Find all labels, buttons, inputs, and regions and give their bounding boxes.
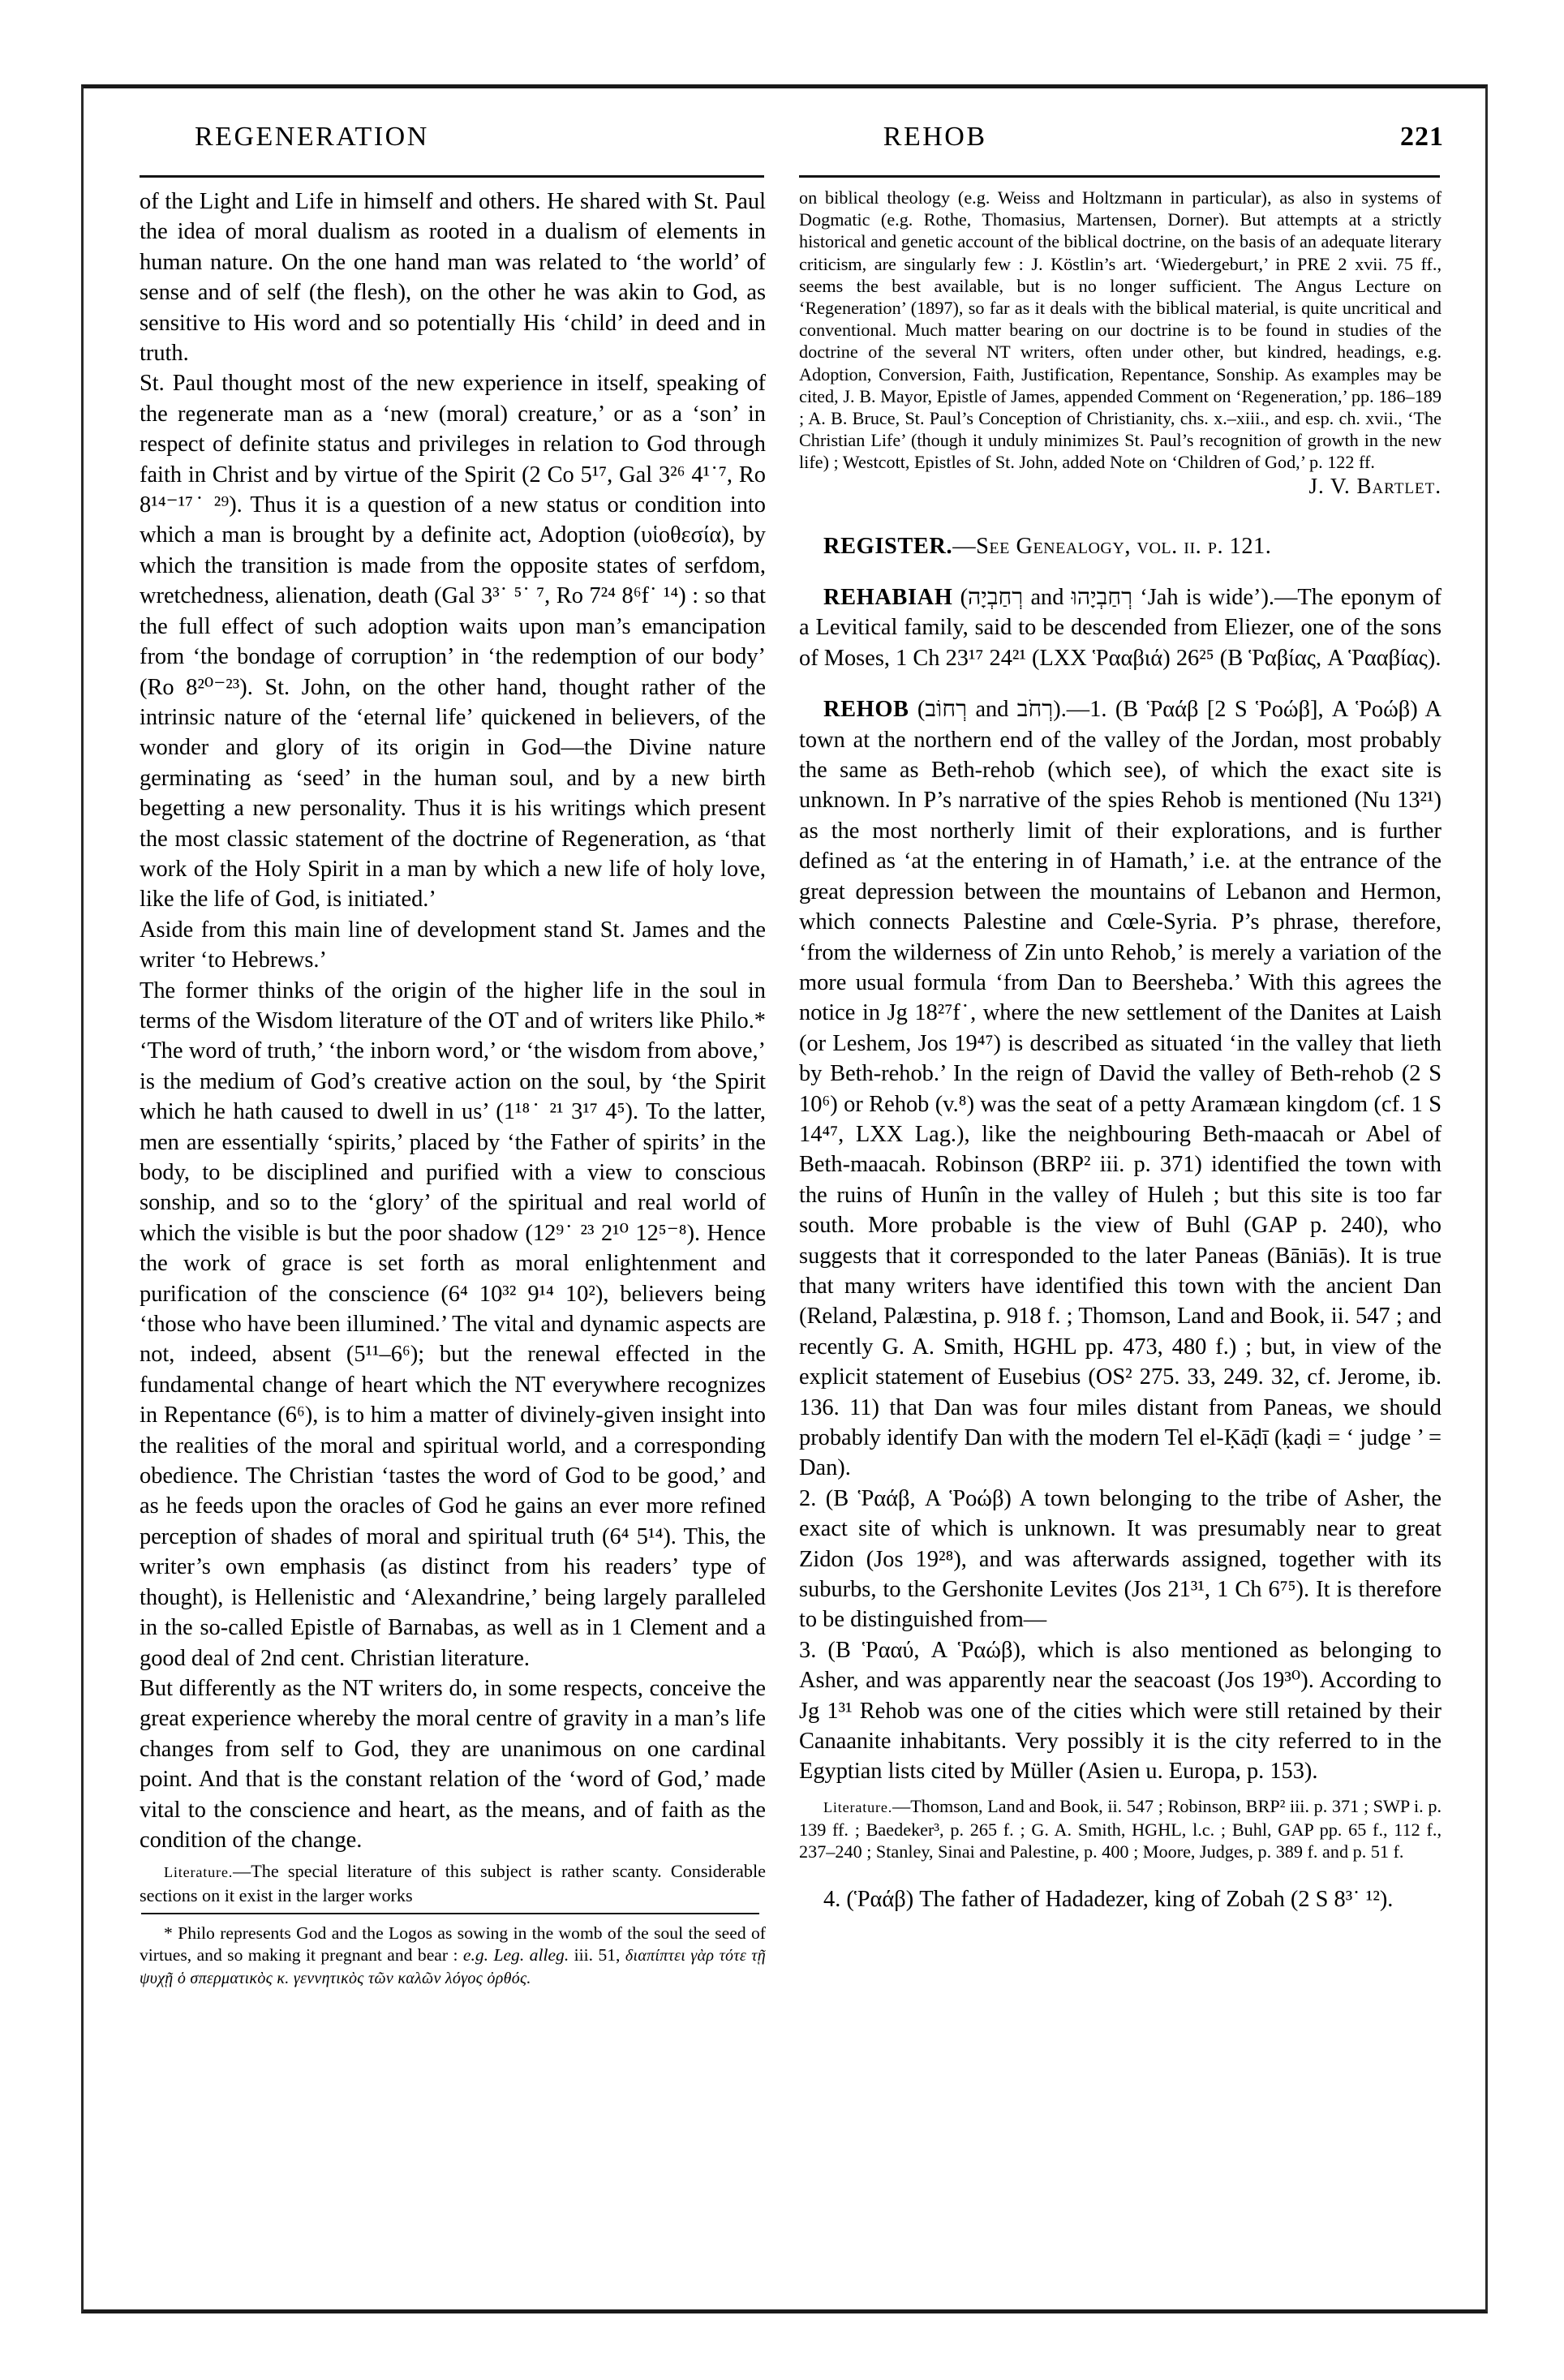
footnote-citation-ref: iii. 51, <box>569 1944 625 1965</box>
column-rule-left <box>140 175 764 178</box>
footnote-greek-quote: διαπίπτει γὰρ τότε τῇ ψυχῇ ὁ σπερματικὸς κ. γεννητικὸς τῶν καλῶν λόγος ὀρθός. <box>140 1946 766 1987</box>
footnote-citation-title: e.g. Leg. alleg. <box>462 1944 569 1965</box>
entry-headword: REHOB <box>823 697 909 723</box>
paragraph: But differently as the NT writers do, in some respects, conceive the great experience whereby the moral centre of gravity in a man’s life changes from self to God, they are unanimous on one cardinal point. And that is the constant relation of the ‘word of God,’ made vital to the conscience and heart, as the means, and of faith as the condition of the change. <box>140 1675 766 1853</box>
entry-headword: REGISTER. <box>823 533 953 559</box>
footnote-marker: * <box>164 1922 173 1943</box>
right-column <box>799 187 1442 1914</box>
footnote-text: Philo represents God and the Logos as sowing in the womb of the soul the seed of virtues, and so making it pregnant and bear : <box>140 1922 766 1965</box>
entry-rehabiah <box>799 582 1442 673</box>
literature-continuation: on biblical theology (e.g. Weiss and Holtzmann in particular), as also in systems of Dogmatic (e.g. Rothe, Thomasius, Martensen, Dorner). But attempts at a strictly historical and genetic account of the biblical doctrine, on the basis of an adequate literary criticism, are singularly few : J. Köstlin’s art. ‘Wiedergeburt,’ in PRE 2 xvii. 75 ff., seems the best available, but is no longer sufficient. The Angus Lecture on ‘Regeneration’ (1897), so far as it deals with the biblical material, is quite uncritical and conventional. Much matter bearing on our doctrine is to be found in studies of the doctrine of the several NT writers, often under other, but kindred, headings, e.g. Adoption, Conversion, Faith, Justification, Repentance, Sonship. As examples may be cited, J. B. Mayor, Epistle of James, appended Comment on ‘Regeneration,’ pp. 186–189 ; A. B. Bruce, St. Paul’s Conception of Christianity, chs. x.–xiii., and esp. ch. xvii., ‘The Christian Life’ (though it unduly minimizes St. Paul’s recognition of growth in the new life) ; Westcott, Epistles of St. John, added Note on ‘Children of God,’ p. 122 ff. <box>799 187 1442 473</box>
literature-block <box>140 1860 766 1905</box>
author-signature: J. V. Bartlet. <box>1308 473 1442 498</box>
entry-rehob-item-4: 4. (Ῥαάβ) The father of Hadadezer, king of Zobah (2 S 8³˙ ¹²). <box>823 1886 1394 1912</box>
page-number: 221 <box>1400 122 1444 152</box>
entry-register <box>799 531 1442 561</box>
paragraph: St. Paul thought most of the new experience in itself, speaking of the regenerate man as a ‘new (moral) creature,’ or as a ‘son’ in respect of definite status and privileges in relation to God through faith in Christ and by virtue of the Spirit (2 Co 5¹⁷, Gal 3²⁶ 4¹˙⁷, Ro 8¹⁴⁻¹⁷˙ ²⁹). Thus it is a question of a new status or condition into which a man is brought by a definite act, Adoption (υἱοθεσία), by which the transition is made from the opposite states of serfdom, wretchedness, alienation, death (Gal 3³˙ ⁵˙ ⁷, Ro 7²⁴ 8⁶f˙ ¹⁴) : so that the full effect of such adoption waits upon man’s emancipation from ‘the bondage of corruption’ in ‘the redemption of our body’ (Ro 8²⁰⁻²³). St. John, on the other hand, thought rather of the intrinsic nature of the ‘eternal life’ quickened in believers, of the wonder and glory of its origin in God—the Divine nature germinating as ‘seed’ in the human soul, and by a new birth begetting a new personality. Thus it is his writings which present the most classic statement of the doctrine of Regeneration, as ‘that work of the Holy Spirit in a man by which a new life of holy love, like the life of God, is initiated.’ <box>140 371 766 913</box>
entry-body: (רְחוֹב and רְחֹב).—1. (B Ῥαάβ [2 S Ῥοώβ], A Ῥοώβ) A town at the northern end of the valley of the Jordan, most probably the same as Beth-rehob (which see), of which the exact site is unknown. In P’s narrative of the spies Rehob is mentioned (Nu 13²¹) as the most northerly limit of their explorations, and is further defined as ‘at the entering in of Hamath,’ i.e. at the entrance of the great depression between the mountains of Lebanon and Hermon, which connects Palestine and Cœle-Syria. P’s phrase, therefore, ‘from the wilderness of Zin unto Rehob,’ is merely a variation of the more usual formula ‘from Dan to Beersheba.’ With this agrees the notice in Jg 18²⁷f˙, where the new settlement of the Danites at Laish (or Leshem, Jos 19⁴⁷) is described as situated ‘in the valley that lieth by Beth-rehob.’ In the reign of David the valley of Beth-rehob (2 S 10⁶) or Rehob (v.⁸) was the seat of a petty Aramæan kingdom (cf. 1 S 14⁴⁷, LXX Lag.), like the neighbouring Beth-maacah or Abel of Beth-maacah. Robinson (BRP² iii. p. 371) identified the town with the ruins of Hunîn in the valley of Huleh ; but this site is too far south. More probable is the view of Buhl (GAP p. 240), who suggests that it corresponded to the later Paneas (Bāniās). It is true that many writers have identified this town with the ancient Dan (Reland, Palæstina, p. 918 f. ; Thomson, Land and Book, ii. 547 ; and recently G. A. Smith, HGHL pp. 473, 480 f.) ; but, in view of the explicit statement of Eusebius (OS² 275. 33, 249. 32, cf. Jerome, ib. 136. 11) that Dan was four miles distant from Paneas, we should probably identify Dan with the modern Tel el-Ḳāḍī (ḳaḍi = ‘ judge ’ = Dan). <box>799 697 1442 1481</box>
entry-rehob-item-2: 2. (B Ῥαάβ, A Ῥοώβ) A town belonging to the tribe of Asher, the exact site of which is unknown. It was presumably near to great Zidon (Jos 19²⁸), and was afterwards assigned, together with its suburbs, to the Gershonite Levites (Jos 21³¹, 1 Ch 6⁷⁵). It is therefore to be distinguished from— <box>799 1485 1442 1633</box>
spacer <box>799 561 1442 582</box>
column-rule-right <box>799 175 1440 178</box>
spacer <box>799 499 1442 531</box>
running-head <box>130 122 1452 170</box>
literature-block <box>799 1795 1442 1863</box>
running-head-left: REGENERATION <box>195 122 429 152</box>
running-head-center: REHOB <box>883 122 987 152</box>
literature-text: —The special literature of this subject is rather scanty. Considerable sections on it exist in the larger works <box>140 1861 766 1905</box>
left-column <box>140 187 766 1990</box>
entry-rehob-item-3: 3. (B Ῥααύ, A Ῥαώβ), which is also mentioned as belonging to Asher, and was apparently near the seacoast (Jos 19³⁰). According to Jg 1³¹ Rehob was one of the cities which were still retained by their Canaanite inhabitants. Very possibly it is the city referred to in the Egyptian lists cited by Müller (Asien u. Europa, p. 153). <box>799 1637 1442 1785</box>
footnote-divider <box>141 1913 759 1914</box>
literature-text: —Thomson, Land and Book, ii. 547 ; Robinson, BRP² iii. p. 371 ; SWP i. p. 139 ff. ; Baedeker³, p. 265 f. ; G. A. Smith, HGHL, l.c. ; Buhl, GAP pp. 65 f., 112 f., 237–240 ; Stanley, Sinai and Palestine, p. 400 ; Moore, Judges, p. 389 f. and p. 51 f. <box>799 1795 1442 1862</box>
footnote <box>140 1922 766 1990</box>
paragraph: The former thinks of the origin of the higher life in the soul in terms of the Wisdom literature of the OT and of writers like Philo.* ‘The word of truth,’ ‘the inborn word,’ or ‘the wisdom from above,’ is the medium of God’s creative action on the soul, by ‘the Spirit which he hath caused to dwell in us’ (1¹⁸˙ ²¹ 3¹⁷ 4⁵). To the latter, men are essentially ‘spirits,’ placed by ‘the Father of spirits’ in the body, to be disciplined and purified with a view to conscious sonship, and so to the ‘glory’ of the spiritual and real world of which the visible is but the poor shadow (12⁹˙ ²³ 2¹⁰ 12⁵⁻⁸). Hence the work of grace is set forth as moral enlightenment and purification of the conscience (6⁴ 10³² 9¹⁴ 10²), believers being ‘those who have been illumined.’ The vital and dynamic aspects are not, indeed, absent (5¹¹–6⁶); but the renewal effected in the fundamental change of heart which the NT everywhere recognizes in Repentance (6⁶), is to him a matter of divinely-given insight into the realities of the moral and spiritual world, and a corresponding obedience. The Christian ‘tastes the word of God to be good,’ and as he feeds upon the oracles of God he gains an ever more refined perception of shades of moral and spiritual truth (6⁴ 5¹⁴). This, the writer’s own emphasis (as distinct from his readers’ type of thought), is Hellenistic and ‘Alexandrine,’ being largely paralleled in the so-called Epistle of Barnabas, as well as in 1 Clement and a good deal of 2nd cent. Christian literature. <box>140 977 766 1671</box>
entry-rehob <box>799 694 1442 1484</box>
paragraph: Aside from this main line of development stand St. James and the writer ‘to Hebrews.’ <box>140 917 766 973</box>
entry-body: —See Genealogy, vol. ii. p. 121. <box>952 533 1272 559</box>
paragraph: of the Light and Life in himself and others. He shared with St. Paul the idea of moral dualism as rooted in a dualism of elements in human nature. On the one hand man was related to ‘the world’ of sense and of self (the flesh), on the other he was akin to God, as sensitive to His word and so potentially His ‘child’ in deed and in truth. <box>140 189 766 367</box>
literature-label: Literature. <box>823 1798 893 1815</box>
spacer <box>799 1863 1442 1884</box>
spacer <box>799 673 1442 694</box>
entry-body: (רְחַבְיָה and רְחַבְיָהוּ ‘Jah is wide’).—The eponym of a Levitical family, said to be descended from Eliezer, one of the sons of Moses, 1 Ch 23¹⁷ 24²¹ (LXX Ῥααβιά) 26²⁵ (B Ῥαβίας, A Ῥααβίας). <box>799 585 1442 671</box>
entry-headword: REHABIAH <box>823 585 953 611</box>
literature-label: Literature. <box>164 1864 234 1881</box>
